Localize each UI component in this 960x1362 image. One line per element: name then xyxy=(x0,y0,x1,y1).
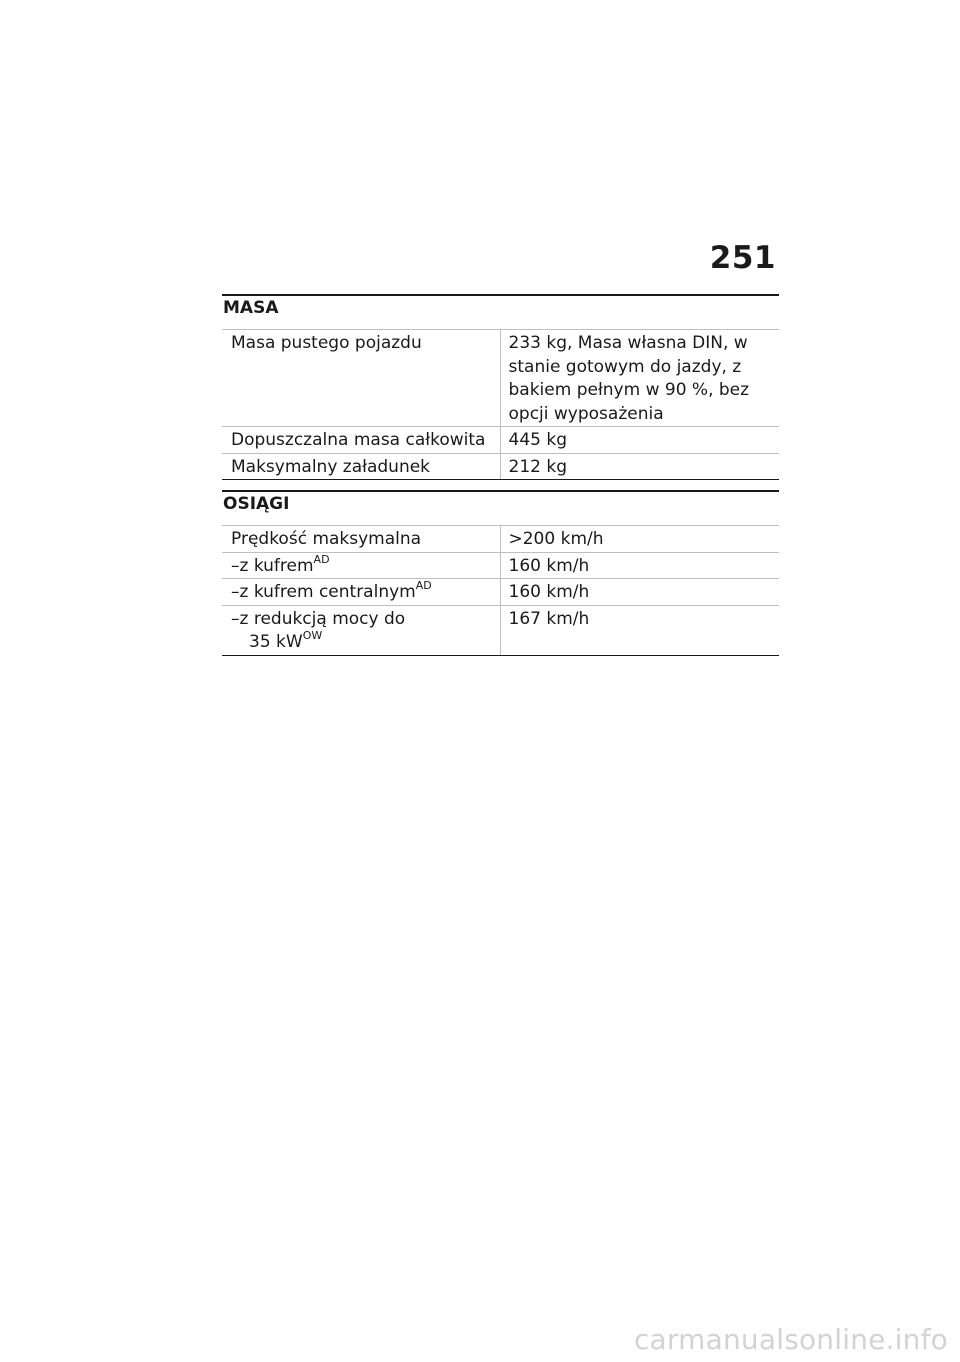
option-code: OW xyxy=(302,629,323,642)
row-value: 160 km/h xyxy=(500,579,779,606)
section-title: MASA xyxy=(223,298,279,318)
row-label: –z kufrem xyxy=(231,555,314,576)
option-code: AD xyxy=(313,552,330,566)
section-divider xyxy=(222,490,779,492)
row-value: 445 kg xyxy=(500,427,779,454)
row-label-cell xyxy=(222,579,500,606)
row-value: 212 kg xyxy=(500,453,779,480)
spec-table-masa xyxy=(222,329,779,480)
row-value: 167 km/h xyxy=(500,605,779,655)
row-value: >200 km/h xyxy=(500,526,779,553)
table-row xyxy=(222,427,779,454)
row-value: 160 km/h xyxy=(500,552,779,579)
spec-table-osiagi xyxy=(222,525,779,656)
row-label: Dopuszczalna masa całkowita xyxy=(222,427,500,454)
row-label-cell xyxy=(222,605,500,655)
watermark: carmanualsonline.info xyxy=(633,1323,948,1356)
row-label: Prędkość maksymalna xyxy=(222,526,500,553)
table-row xyxy=(222,552,779,579)
row-label-cell xyxy=(222,552,500,579)
table-row xyxy=(222,579,779,606)
row-label-line2: 35 kW xyxy=(249,632,303,652)
row-label: Maksymalny załadunek xyxy=(222,453,500,480)
row-value: 233 kg, Masa własna DIN, w stanie gotowym do jazdy, z bakiem pełnym w 90 %, bez opcji wyposażenia xyxy=(500,330,779,427)
row-label: –z kufrem centralnym xyxy=(231,582,416,602)
table-row xyxy=(222,453,779,480)
table-row xyxy=(222,330,779,427)
section-osiagi xyxy=(222,490,779,656)
section-title: OSIĄGI xyxy=(223,494,290,514)
table-row xyxy=(222,605,779,655)
row-label: Masa pustego pojazdu xyxy=(222,330,500,427)
section-masa xyxy=(222,294,779,480)
row-label: –z redukcją mocy do xyxy=(231,608,406,629)
table-row xyxy=(222,526,779,553)
page-number: 251 xyxy=(709,240,776,276)
option-code: AD xyxy=(415,579,432,592)
section-divider xyxy=(222,294,779,296)
